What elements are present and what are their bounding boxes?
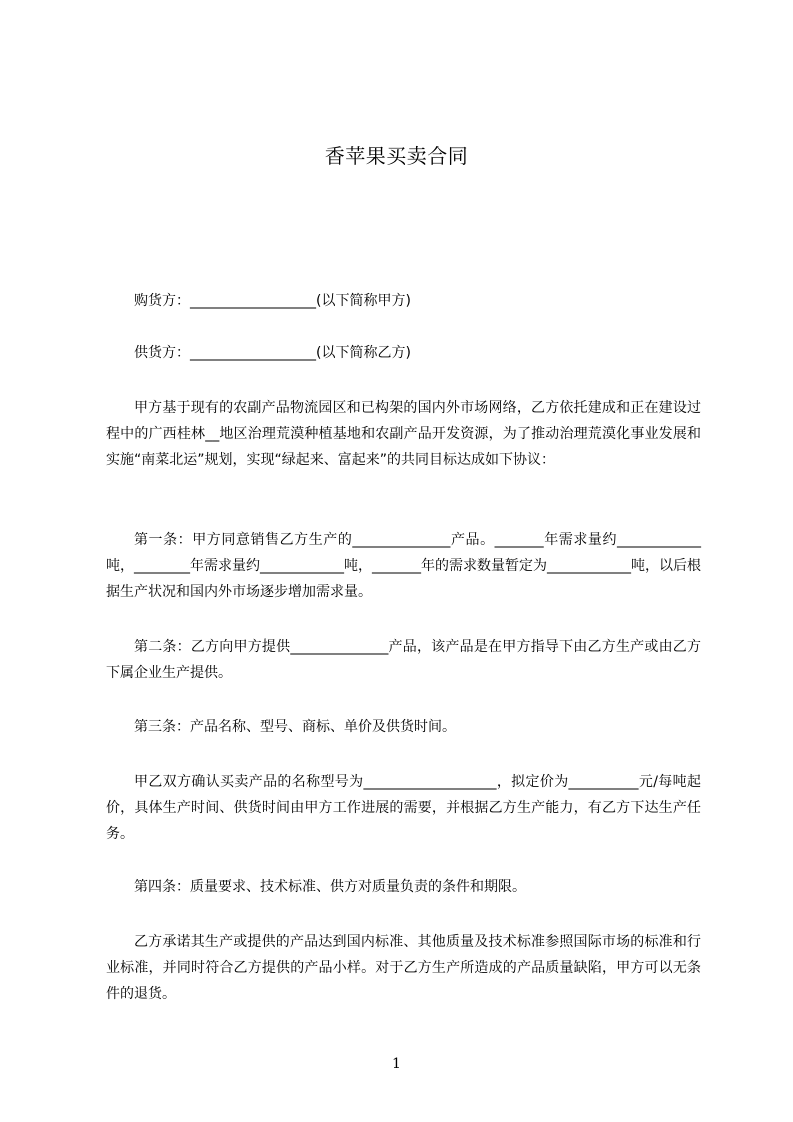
article-4-heading: 第四条：质量要求、技术标准、供方对质量负责的条件和期限。 <box>134 879 526 895</box>
supplier-line: 供货方：__________________(以下简称乙方) <box>134 345 411 361</box>
article-1-paragraph: 第一条：甲方同意销售乙方生产的______________产品。_______年需求量约____________吨，________年需求量约____________吨，_______年的需求数量暂定为____________吨，以后根据生产状况和国内外市场逐步增加需求量。 <box>106 532 701 600</box>
preamble-paragraph: 甲方基于现有的农副产品物流园区和已构架的国内外市场网络，乙方依托建成和正在建设过程中的广西桂林__地区治理荒漠种植基地和农副产品开发资源，为了推动治理荒漠化事业发展和实施“南菜北运”规划，实现“绿起来、富起来”的共同目标达成如下协议： <box>106 400 701 468</box>
buyer-line: 购货方：__________________(以下简称甲方) <box>134 293 411 309</box>
article-2-paragraph: 第二条：乙方向甲方提供______________产品，该产品是在甲方指导下由乙方生产或由乙方下属企业生产提供。 <box>106 639 701 681</box>
page-number: 1 <box>392 1056 401 1072</box>
article-3-heading: 第三条：产品名称、型号、商标、单价及供货时间。 <box>134 719 456 735</box>
document-title: 香苹果买卖合同 <box>324 144 469 168</box>
article-3-paragraph: 甲乙双方确认买卖产品的名称型号为___________________，拟定价为__________元/每吨起价，具体生产时间、供货时间由甲方工作进展的需要，并根据乙方生产能力，有乙方下达生产任务。 <box>106 774 701 842</box>
article-4-paragraph: 乙方承诺其生产或提供的产品达到国内标准、其他质量及技术标准参照国际市场的标准和行业标准，并同时符合乙方提供的产品小样。对于乙方生产所造成的产品质量缺陷，甲方可以无条件的退货。 <box>106 934 701 1002</box>
